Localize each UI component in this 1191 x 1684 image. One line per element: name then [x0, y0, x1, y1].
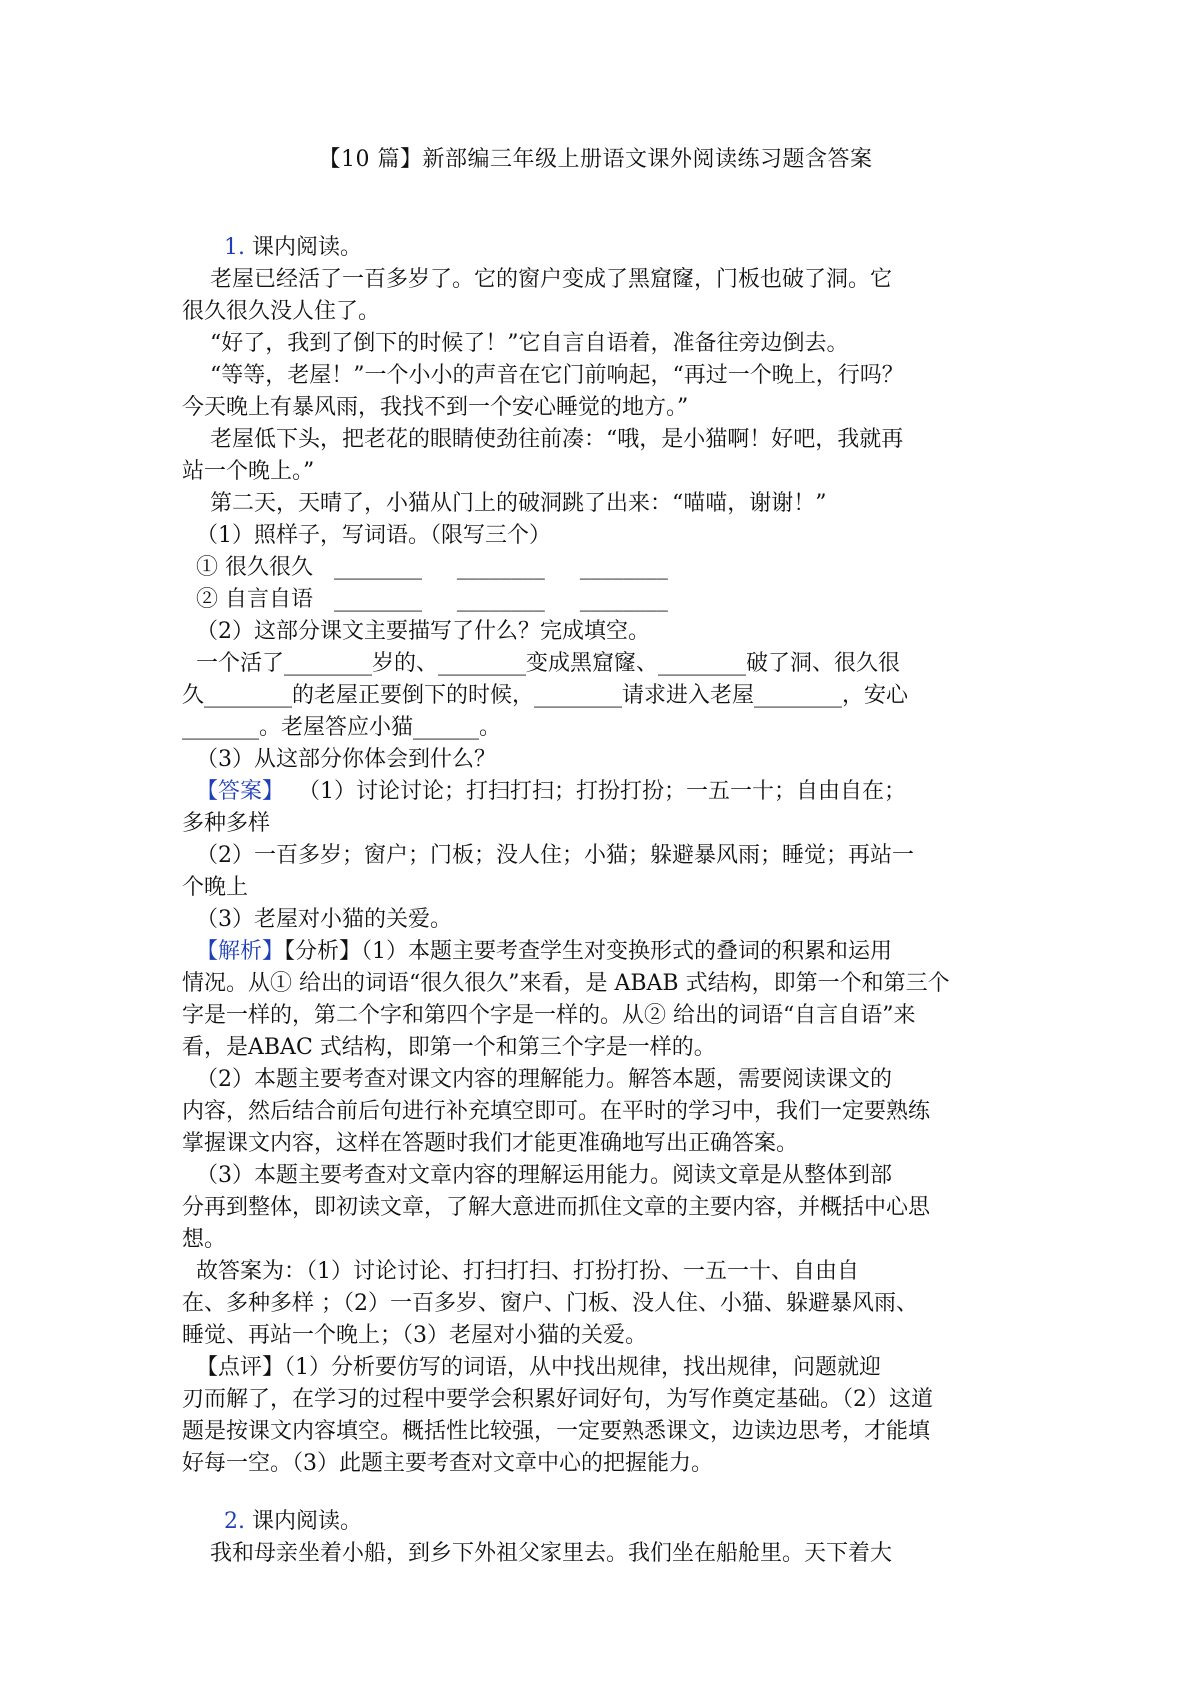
answer-line: 多种多样: [182, 811, 271, 836]
comment-line: 好每一空。（3）此题主要考查对文章中心的把握能力。: [182, 1451, 713, 1476]
answer-text: （1）讨论讨论；打扫打扫；打扮打扮；一五一十；自由自在；: [284, 779, 907, 804]
passage-line: 老屋低下头，把老花的眼睛使劲往前凑：“哦，是小猫啊！好吧，我就再: [182, 427, 904, 452]
sub-question-1: （1）照样子，写词语。（限写三个）: [182, 523, 551, 548]
analysis-line: （2）本题主要考查对课文内容的理解能力。解答本题，需要阅读课文的: [182, 1067, 892, 1092]
analysis-line: 分再到整体，即初读文章，了解大意进而抓住文章的主要内容，并概括中心思: [182, 1195, 931, 1220]
passage-line: “好了，我到了倒下的时候了！”它自言自语着，准备往旁边倒去。: [182, 331, 849, 356]
document-title: 【10 篇】新部编三年级上册语文课外阅读练习题含答案: [318, 147, 873, 172]
passage-line: 今天晚上有暴风雨，我找不到一个安心睡觉的地方。”: [182, 395, 689, 420]
passage-line: “等等，老屋！”一个小小的声音在它门前响起，“再过一个晚上，行吗？: [182, 363, 904, 388]
answer-line: 个晚上: [182, 875, 249, 900]
question-1-heading: [182, 232, 1018, 264]
question-number: 1.: [223, 235, 245, 260]
comment-line: 题是按课文内容填空。概括性比较强，一定要熟悉课文，边读边思考，才能填: [182, 1419, 931, 1444]
analysis-label: 【解析】: [196, 939, 285, 964]
analysis-line: （3）本题主要考查对文章内容的理解运用能力。阅读文章是从整体到部: [182, 1163, 892, 1188]
fill-blank-line: 一个活了________岁的、________变成黑窟窿、________破了洞、很久很: [182, 651, 900, 676]
passage-line: 我和母亲坐着小船，到乡下外祖父家里去。我们坐在船舱里。天下着大: [182, 1541, 892, 1566]
passage-line: 很久很久没人住了。: [182, 299, 381, 324]
fill-blank-line: 久________的老屋正要倒下的时候，________请求进入老屋________，安心: [182, 683, 909, 708]
fill-blank-line: _______。老屋答应小猫______。: [182, 715, 502, 740]
question-number: 2.: [223, 1509, 245, 1534]
document-body: [182, 232, 1018, 1570]
analysis-line: 在、多种多样 ；（2）一百多岁、窗户、门板、没人住、小猫、躲避暴风雨、: [182, 1291, 918, 1316]
analysis-line: 掌握课文内容，这样在答题时我们才能更准确地写出正确答案。: [182, 1131, 799, 1156]
sub-question-2: （2）这部分课文主要描写了什么？完成填空。: [182, 619, 650, 644]
analysis-line: 看，是ABAC 式结构，即第一个和第三个字是一样的。: [182, 1035, 716, 1060]
analysis-text: 【分析】（1）本题主要考查学生对变换形式的叠词的积累和运用: [284, 939, 893, 964]
analysis-line: [182, 936, 1018, 968]
section-gap: [182, 1480, 1018, 1506]
question-2-heading: [182, 1506, 1018, 1538]
passage-line: 老屋已经活了一百多岁了。它的窗户变成了黑窟窿，门板也破了洞。它: [182, 267, 892, 292]
comment-line: 刃而解了，在学习的过程中要学会积累好词好句，为写作奠定基础。（2）这道: [182, 1387, 933, 1412]
passage-line: 第二天，天晴了，小猫从门上的破洞跳了出来：“喵喵，谢谢！”: [182, 491, 827, 516]
question-heading: 课内阅读。: [251, 235, 362, 260]
analysis-line: 睡觉、再站一个晚上；（3）老屋对小猫的关爱。: [182, 1323, 647, 1348]
fill-blank-row-1: ① 很久很久 ________ ________ ________: [182, 555, 668, 580]
passage-line: 站一个晚上。”: [182, 459, 315, 484]
fill-blank-row-2: ② 自言自语 ________ ________ ________: [182, 587, 668, 612]
analysis-line: 内容，然后结合前后句进行补充填空即可。在平时的学习中，我们一定要熟练: [182, 1099, 931, 1124]
sub-question-3: （3）从这部分你体会到什么？: [182, 747, 496, 772]
answer-line: （2）一百多岁；窗户；门板；没人住；小猫；躲避暴风雨；睡觉；再站一: [182, 843, 914, 868]
answer-label: 【答案】: [196, 779, 285, 804]
analysis-line: 字是一样的，第二个字和第四个字是一样的。从② 给出的词语“自言自语”来: [182, 1003, 916, 1028]
answer-line: （3）老屋对小猫的关爱。: [182, 907, 452, 932]
analysis-line: 故答案为：（1）讨论讨论、打扫打扫、打扮打扮、一五一十、自由自: [182, 1259, 859, 1284]
comment-line: 【点评】（1）分析要仿写的词语，从中找出规律，找出规律，问题就迎: [182, 1355, 881, 1380]
answer-line: [182, 776, 1018, 808]
analysis-line: 想。: [182, 1227, 227, 1252]
analysis-line: 情况。从① 给出的词语“很久很久”来看，是 ABAB 式结构，即第一个和第三个: [182, 971, 950, 996]
question-heading: 课内阅读。: [251, 1509, 362, 1534]
